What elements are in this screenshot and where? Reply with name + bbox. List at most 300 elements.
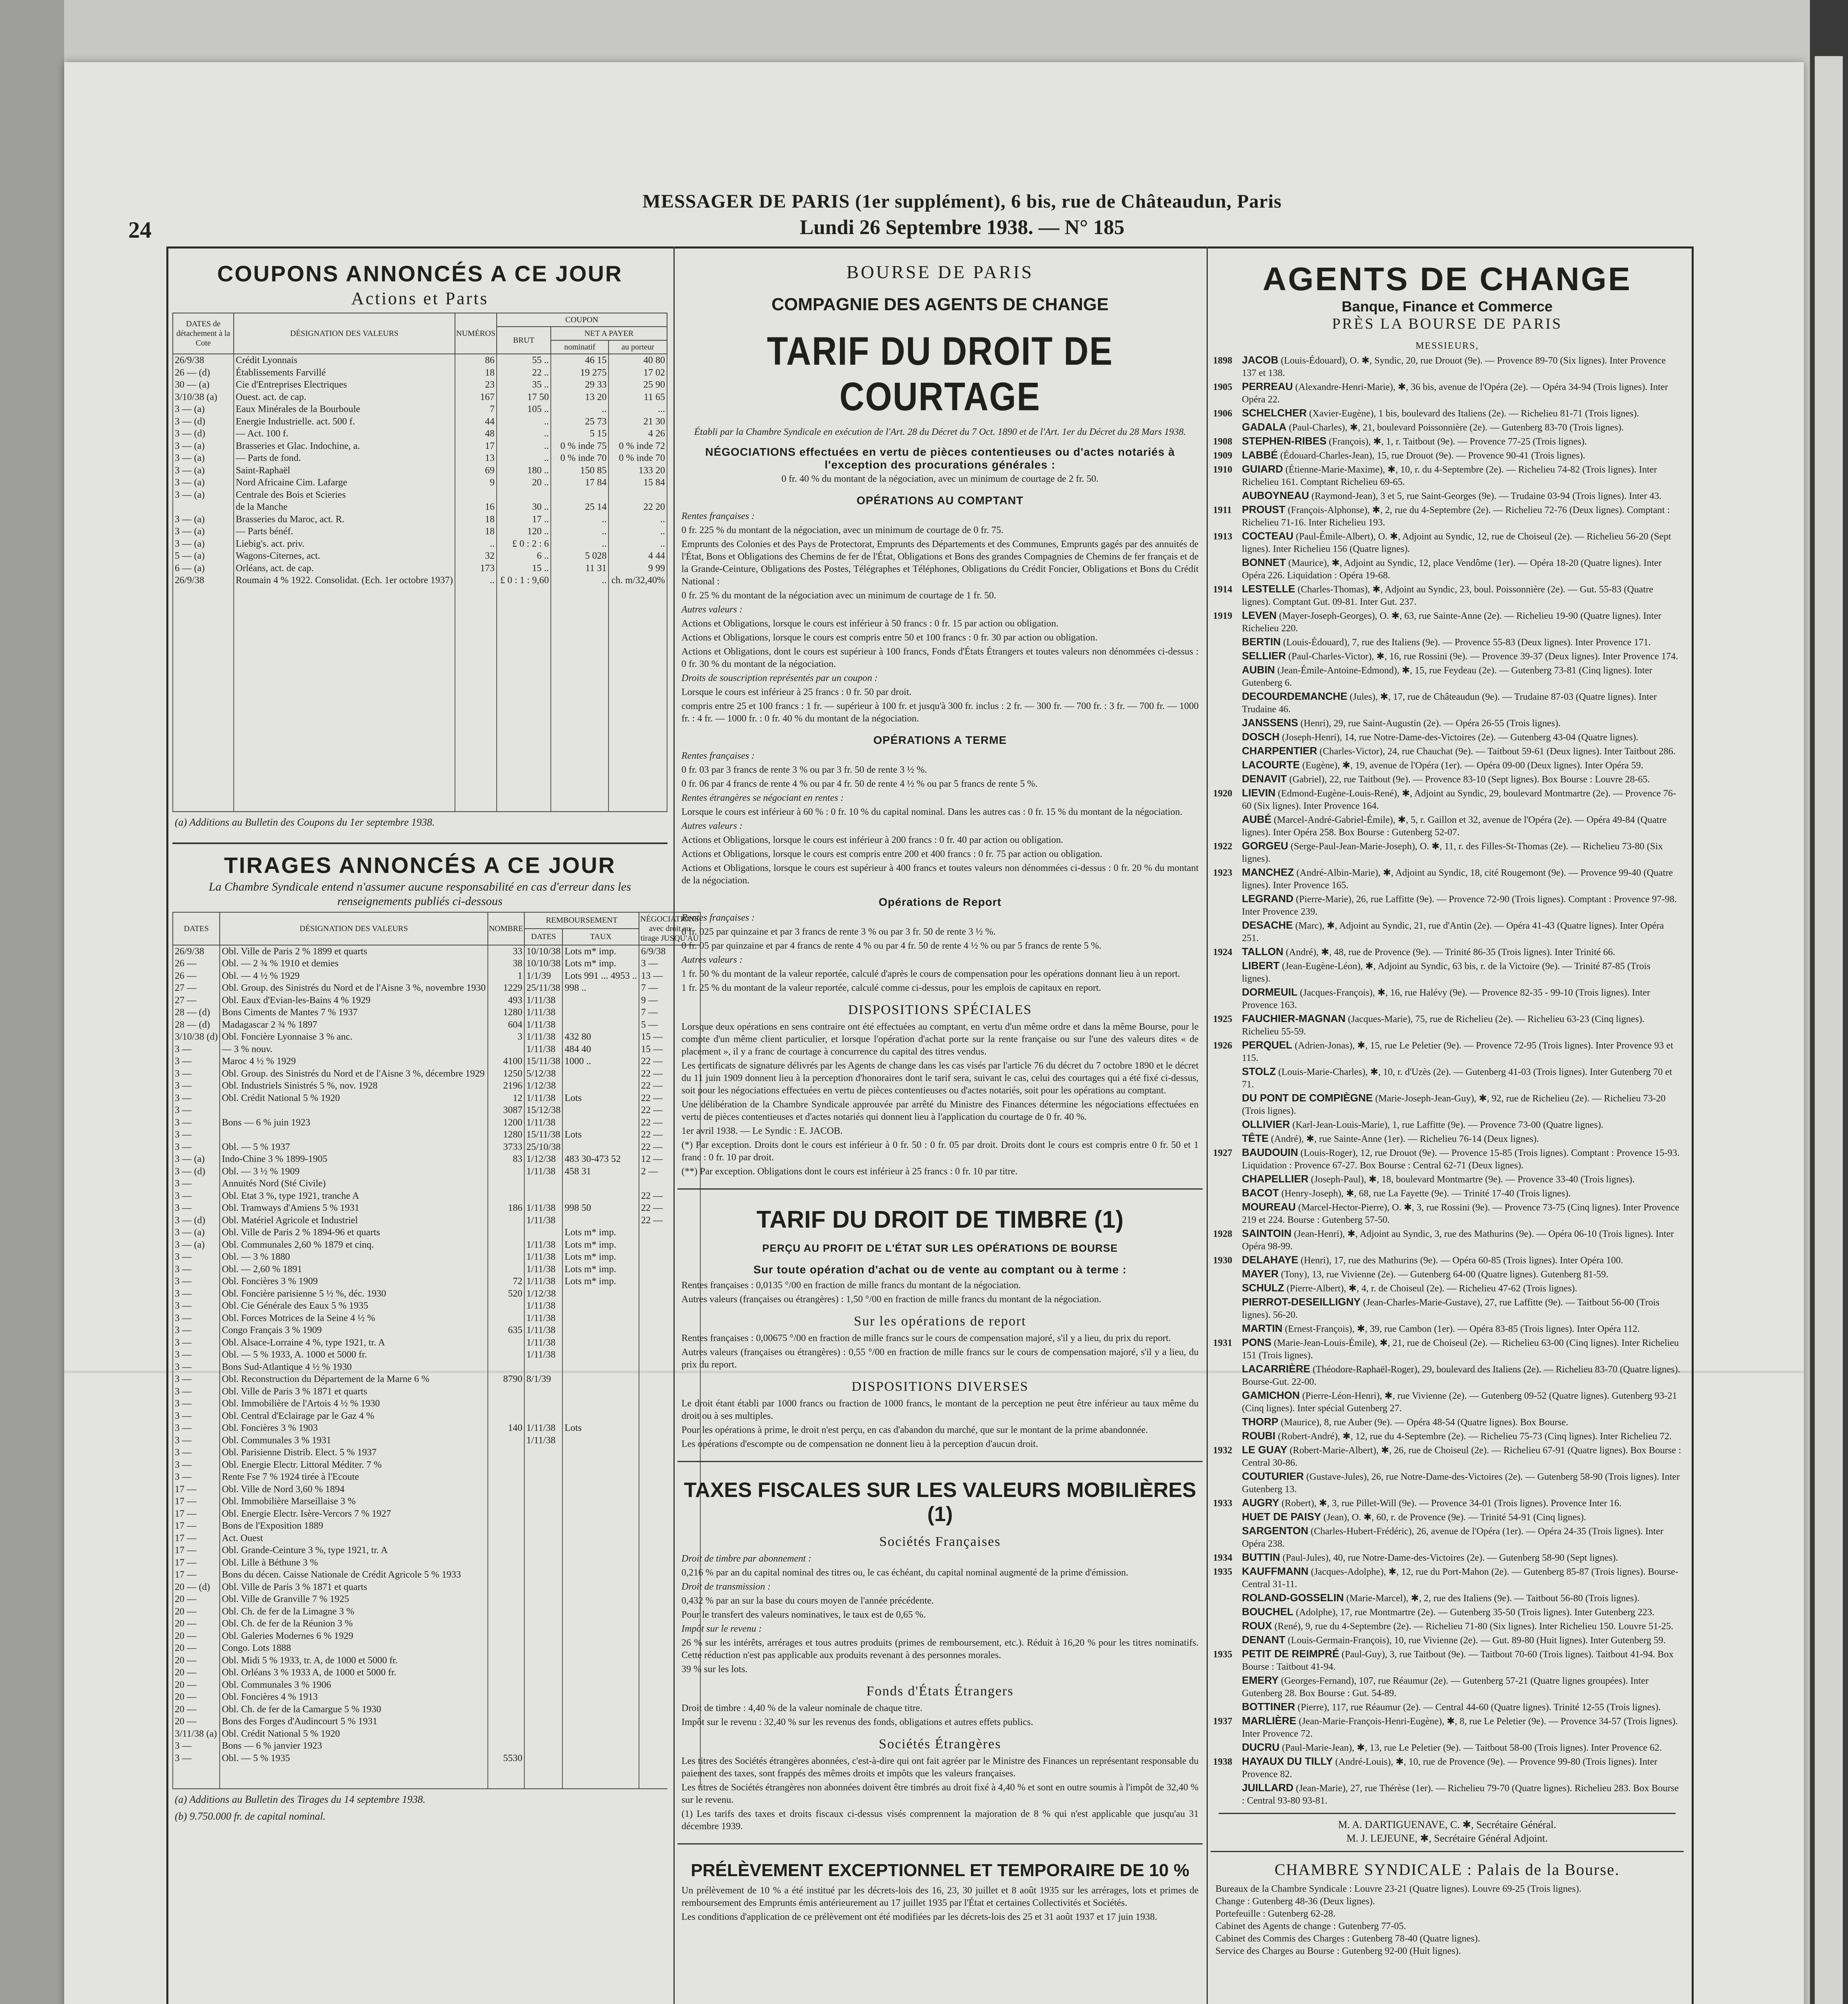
taxes-sec1: Sociétés Françaises: [879, 1534, 1001, 1549]
list-item: [1213, 1715, 1681, 1740]
tirage-cell-rdate: [524, 1715, 562, 1728]
agent-name: CHARPENTIER: [1242, 745, 1317, 757]
coupon-cell-brut: £ 0 : 1 : 9,60: [497, 574, 551, 587]
tirage-cell-taux: [562, 1214, 639, 1227]
tirage-cell-name: Obl. Ville de Granville 7 % 1925: [220, 1593, 487, 1606]
tirages-footnote-b: (b) 9.750.000 fr. de capital nominal.: [175, 1810, 326, 1822]
negociations-title: NÉGOCIATIONS effectuées en vertu de pièces contentieuses ou d'actes notariés à l'exception des procurations générales :: [705, 446, 1175, 471]
list-item: [1213, 1092, 1681, 1117]
tirage-cell-nombre: [488, 1715, 525, 1728]
report-text: [677, 912, 1203, 994]
agent-details: (Pierre-Albert), ✱, 4, r. de Choiseul (2e). — Richelieu 47-62 (Trois lignes).: [1286, 1283, 1577, 1294]
agent-name: SELLIER: [1242, 650, 1286, 662]
section-separator: [1219, 1813, 1676, 1814]
agent-details: (Jacques-Adolphe), ✱, 12, rue du Port-Mahon (2e). — Gutenberg 85-87 (Trois lignes). Bourse-Central 31-11.: [1242, 1567, 1678, 1590]
agent-details: (Jean), O. ✱, 60, r. de Provence (9e). — Trinité 54-91 (Cinq lignes).: [1323, 1512, 1586, 1523]
tirage-cell-rdate: [524, 1508, 562, 1520]
tirage-cell-name: Obl. Foncière parisienne 5 ½ %, déc. 1930: [220, 1288, 487, 1300]
agent-details: (Louis-Édouard), O. ✱, Syndic, 20, rue Drouot (9e). — Provence 89-70 (Six lignes). Inter Provence 137 et 138.: [1242, 356, 1666, 378]
agent-details: (Paul-Charles-Victor), ✱, 16, rue Rossini (9e). — Provence 39-37 (Deux lignes). Inter Provence 174.: [1288, 651, 1678, 662]
coupon-cell-date: 26 — (d): [173, 367, 234, 379]
coupon-cell-nom: 11 31: [551, 562, 609, 575]
agent-details: (René), 9, rue du 4-Septembre (2e). — Richelieu 71-80 (Six lignes). Inter Richelieu 150. Louvre 51-25.: [1274, 1621, 1674, 1632]
tirage-cell-taux: [562, 1312, 639, 1325]
tirage-cell-rdate: 1/11/38: [524, 1324, 562, 1337]
tirage-cell-date: 3 —: [173, 1434, 220, 1447]
agent-details: (Jean-Marie), 27, rue Thérèse (1er). — Richelieu 79-70 (Quatre lignes). Richelieu 283. Box Bourse : Central 93-80 93-81.: [1242, 1783, 1679, 1806]
tirage-cell-rdate: 1/11/38: [524, 1117, 562, 1129]
tirage-cell-taux: [562, 1520, 639, 1532]
text-line: 39 % sur les lots.: [681, 1664, 748, 1675]
coupon-cell-nom: ..: [551, 525, 609, 538]
tirage-cell-rdate: [524, 1642, 562, 1655]
agent-details: (Louis-Édouard), 7, rue des Italiens (9e). — Provence 55-83 (Deux lignes). Inter Provence 171.: [1283, 637, 1651, 648]
tirage-cell-date: 3 —: [173, 1251, 220, 1263]
agent-name: DU PONT DE COMPIÈGNE: [1242, 1092, 1373, 1104]
coupon-cell-port: 9 99: [609, 562, 667, 575]
tirage-cell-taux: [562, 1398, 639, 1410]
coupon-cell-num: 17: [455, 440, 497, 453]
tirage-cell-nombre: [488, 1190, 525, 1202]
tirage-cell-taux: [562, 1361, 639, 1374]
tirage-cell-name: Obl. Ch. de fer de la Camargue 5 % 1930: [220, 1703, 487, 1716]
coupons-header-numeros: NUMÉROS: [455, 313, 497, 354]
tirage-cell-name: Congo. Lots 1888: [220, 1642, 487, 1655]
tirage-cell-rdate: 10/10/38: [524, 958, 562, 970]
tarif-courtage-title: TARIF DU DROIT DE COURTAGE: [767, 329, 1113, 419]
tirage-cell-date: 17 —: [173, 1495, 220, 1508]
list-item: [1213, 650, 1681, 663]
tirage-cell-date: 3 — (d): [173, 1166, 220, 1178]
timbre-subtitle: PERÇU AU PROFIT DE L'ÉTAT SUR LES OPÉRATIONS DE BOURSE: [762, 1242, 1118, 1254]
tirage-cell-rdate: [524, 1679, 562, 1691]
tirage-cell-name: Obl. Foncières 4 % 1913: [220, 1691, 487, 1703]
agent-details: (Jean-Charles-Marie-Gustave), 27, rue Laffitte (9e). — Taitbout 56-00 (Trois lignes). 56-20.: [1242, 1297, 1660, 1320]
tirage-cell-taux: [562, 1459, 639, 1471]
list-item: [1213, 664, 1681, 689]
tirage-cell-taux: [562, 1606, 639, 1618]
list-item: [1213, 1039, 1681, 1065]
tirage-cell-name: Obl. Immobilière de l'Artois 4 ½ % 1930: [220, 1398, 487, 1410]
column-bourse-tarifs: [677, 253, 1203, 2004]
tirage-cell-date: 3 —: [173, 1055, 220, 1068]
agent-details: (Louis-Roger), 12, rue Drouot (9e). — Provence 15-85 (Trois lignes). Comptant : Provence 15-93. Liquidation : Provence 67-27. Box Bourse : Central 62-71 (Deux lignes).: [1242, 1148, 1680, 1171]
agent-name: AUBÉ: [1242, 813, 1272, 825]
agent-name: SARGENTON: [1242, 1525, 1308, 1537]
coupons-header-coupon: COUPON: [497, 313, 667, 327]
agent-details: (Marie-Marcel), ✱, 2, rue des Italiens (9e). — Taitbout 56-80 (Trois lignes).: [1346, 1593, 1640, 1604]
table-row: [173, 1679, 700, 1691]
coupon-cell-date: 3 — (a): [173, 440, 234, 453]
table-row: [173, 1691, 700, 1703]
agent-name: STOLZ: [1242, 1065, 1276, 1077]
tirage-cell-name: Obl. Energie Electr. Littoral Méditer. 7 %: [220, 1459, 487, 1471]
tirage-cell-date: 3 —: [173, 1288, 220, 1300]
coupon-cell-brut: 6 ..: [497, 550, 551, 562]
list-item: Bureaux de la Chambre Syndicale : Louvre 23-21 (Quatre lignes). Louvre 69-25 (Trois lignes).: [1215, 1884, 1581, 1894]
agent-details: (André-Louis), ✱, 10, rue de Provence (9e). — Provence 99-80 (Trois lignes). Inter Provence 82.: [1242, 1757, 1658, 1780]
coupon-cell-brut: 15 ..: [497, 562, 551, 575]
tirage-cell-rdate: [524, 1459, 562, 1471]
compagnie-header: COMPAGNIE DES AGENTS DE CHANGE: [771, 295, 1109, 314]
tirage-cell-neg: 7 —: [639, 1006, 700, 1019]
tirage-cell-nombre: [488, 1520, 525, 1532]
negociations-text: 0 fr. 40 % du montant de la négociation, avec un minimum de courtage de 2 fr. 50.: [781, 474, 1099, 484]
list-item: [1213, 556, 1681, 582]
agent-year: 1922: [1213, 841, 1232, 852]
tirage-cell-nombre: 635: [488, 1324, 525, 1337]
tirage-cell-date: 20 —: [173, 1642, 220, 1655]
table-row: [173, 1190, 700, 1202]
text-line: Les titres de Sociétés étrangères non abonnées doivent être timbrés au droit fixé à 4,40 % et sont en outre soumis à l'impôt de 32,40 % sur le revenu.: [681, 1782, 1199, 1805]
coupon-cell-num: 18: [455, 513, 497, 526]
agent-year: 1905: [1213, 382, 1232, 392]
agent-name: HUET DE PAISY: [1242, 1511, 1321, 1523]
tirage-cell-neg: 2 —: [639, 1166, 700, 1178]
table-row: [173, 1141, 700, 1154]
coupon-cell-brut: 17 50: [497, 391, 551, 404]
tirage-cell-name: Obl. — 4 ½ % 1929: [220, 970, 487, 982]
coupon-cell-port: 0 % inde 70: [609, 452, 667, 465]
tirage-cell-date: 3 —: [173, 1752, 220, 1765]
tirage-cell-taux: Lots: [562, 1092, 639, 1105]
coupons-subtitle: Actions et Parts: [351, 289, 489, 308]
agent-name: BONNET: [1242, 556, 1286, 568]
tirage-cell-name: Obl. Energie Electr. Isère-Vercors 7 % 1927: [220, 1508, 487, 1520]
agent-year: 1933: [1213, 1498, 1232, 1509]
agent-name: GUIARD: [1242, 463, 1283, 475]
agent-name: COCTEAU: [1242, 530, 1294, 542]
table-row: [173, 550, 667, 562]
table-row: [173, 1288, 700, 1300]
tirage-cell-nombre: [488, 1569, 525, 1581]
text-line: Actions et Obligations, lorsque le cours est supérieur à 400 francs et toutes valeurs non dénommées ci-dessus : 0 fr. 20 % du montant de la négociation.: [681, 863, 1199, 886]
tirage-cell-rdate: [524, 1190, 562, 1202]
text-line: Rentes françaises :: [681, 511, 755, 521]
tirage-cell-neg: 22 —: [639, 1092, 700, 1105]
coupon-cell-name: Crédit Lyonnais: [234, 354, 455, 367]
text-line: 1er avril 1938. — Le Syndic : E. JACOB.: [681, 1126, 843, 1136]
taxes3-text: [677, 1755, 1203, 1833]
coupon-cell-num: 173: [455, 562, 497, 575]
agent-details: (Henri), 29, rue Saint-Augustin (2e). — Opéra 26-55 (Trois lignes).: [1300, 718, 1561, 729]
agents-subtitle-2: PRÈS LA BOURSE DE PARIS: [1332, 315, 1563, 332]
tirage-cell-nombre: 5530: [488, 1752, 525, 1765]
tirage-cell-date: 3 — (a): [173, 1153, 220, 1166]
table-row: [173, 1275, 700, 1288]
tirage-cell-date: 3 —: [173, 1373, 220, 1386]
tirage-cell-rdate: 10/10/38: [524, 945, 562, 958]
tirage-cell-rdate: 5/12/38: [524, 1068, 562, 1080]
coupon-cell-brut: 180 ..: [497, 465, 551, 477]
tirage-cell-name: Obl. Group. des Sinistrés du Nord et de l'Aisne 3 %, décembre 1929: [220, 1068, 487, 1080]
tirage-cell-nombre: [488, 1214, 525, 1227]
coupon-cell-nom: 13 20: [551, 391, 609, 404]
tirage-cell-taux: [562, 1141, 639, 1154]
coupon-cell-nom: 46 15: [551, 354, 609, 367]
tirage-cell-rdate: [524, 1361, 562, 1374]
tirage-cell-rdate: [524, 1618, 562, 1630]
table-filler: [173, 587, 667, 811]
tirage-cell-name: Bons des Forges d'Audincourt 5 % 1931: [220, 1715, 487, 1728]
tirage-cell-date: 3 —: [173, 1349, 220, 1361]
list-item: [1213, 1146, 1681, 1172]
list-item: [1213, 489, 1681, 503]
list-item: [1213, 636, 1681, 649]
tirage-cell-taux: [562, 1630, 639, 1642]
tirage-cell-date: 3 —: [173, 1117, 220, 1129]
coupon-cell-date: 3 — (a): [173, 489, 234, 501]
text-line: 0 fr. 25 % du montant de la négociation avec un minimum de courtage de 1 fr. 50.: [681, 590, 997, 601]
coupons-header-date: DATES de détachement à la Cote: [173, 313, 234, 354]
tirage-cell-name: [220, 1104, 487, 1117]
tirage-cell-neg: 5 —: [639, 1019, 700, 1031]
agent-name: ROLAND-GOSSELIN: [1242, 1592, 1344, 1604]
text-line: Lorsque deux opérations en sens contraire ont été effectuées au comptant, en vertu d'un même ordre et dans la même Bourse, pour le compte d'un même client particulier, et lorsque l'opération d'achat porte sur la rente française ou sur l'une des valeurs dites « de placement », il y a franc de courtage à concurrence du capital des titres vendus.: [681, 1022, 1199, 1057]
agent-details: (André), ✱, rue Sainte-Anne (1er). — Richelieu 76-14 (Deux lignes).: [1271, 1134, 1539, 1144]
tirage-cell-name: Obl. Ville de Paris 2 % 1899 et quarts: [220, 945, 487, 958]
tirage-cell-name: Obl. Tramways d'Amiens 5 % 1931: [220, 1202, 487, 1214]
agent-details: (Jean-Henri), ✱, Adjoint au Syndic, 3, rue des Mathurins (9e). — Opéra 06-10 (Trois lignes). Inter Opéra 98-99.: [1242, 1229, 1674, 1252]
tirage-cell-name: Obl. Forces Motrices de la Seine 4 ½ %: [220, 1312, 487, 1325]
list-item: [1213, 960, 1681, 985]
tirage-cell-neg: 15 —: [639, 1043, 700, 1056]
tirage-cell-name: Obl. Ville de Paris 3 % 1871 et quarts: [220, 1386, 487, 1398]
timbre-title: TARIF DU DROIT DE TIMBRE (1): [756, 1206, 1124, 1233]
agent-name: BOUCHEL: [1242, 1606, 1294, 1618]
agent-name: LABBÉ: [1242, 449, 1278, 461]
section-separator: [172, 842, 667, 844]
text-line: Pour les opérations à prime, le droit n'est perçu, en cas d'abandon du marché, que sur le montant de la prime abandonnée.: [681, 1425, 1148, 1435]
tirage-cell-taux: [562, 1080, 639, 1092]
agent-name: SCHULZ: [1242, 1282, 1284, 1294]
coupon-cell-name: Wagons-Citernes, act.: [234, 550, 455, 562]
tirage-cell-rdate: 1/12/38: [524, 1080, 562, 1092]
agent-details: (Marcel-Hector-Pierre), O. ✱, 3, rue Rossini (9e). — Provence 73-75 (Cinq lignes). Inter Provence 219 et 224. Bourse : Gutenberg 57-50.: [1242, 1202, 1680, 1225]
tirage-cell-rdate: [524, 1410, 562, 1422]
tirage-cell-nombre: 33: [488, 945, 525, 958]
agent-details: (Edmond-Eugène-Louis-René), ✱, Adjoint au Syndic, 29, boulevard Montmartre (2e). — Provence 76-60 (Six lignes). Inter Provence 164.: [1242, 788, 1676, 811]
agent-name: SCHELCHER: [1242, 407, 1307, 419]
tirage-cell-taux: 998 50: [562, 1202, 639, 1214]
text-line: (*) Par exception. Droits dont le cours est inférieur à 0 fr. 50 : 0 fr. 05 par droit. Droits dont le cours est compris entre 0 fr. 50 et 1 franc : 0 fr. 10 par droit.: [681, 1140, 1199, 1163]
list-item: [1213, 609, 1681, 635]
tirage-cell-name: Obl. Ville de Nord 3,60 % 1894: [220, 1483, 487, 1496]
agent-name: DUCRU: [1242, 1741, 1280, 1753]
coupon-cell-num: 48: [455, 428, 497, 440]
tirage-cell-date: 3 —: [173, 1361, 220, 1374]
agent-details: (Karl-Jean-Louis-Marie), 1, rue Laffitte (9e). — Provence 73-00 (Quatre lignes).: [1292, 1120, 1603, 1130]
section-separator: [1211, 1851, 1684, 1852]
agent-name: OLLIVIER: [1242, 1118, 1290, 1130]
coupons-rows: [173, 354, 667, 811]
table-row: [173, 1593, 700, 1606]
agent-name: LE GUAY: [1242, 1444, 1288, 1456]
agent-name: SAINTOIN: [1242, 1227, 1292, 1239]
table-row: [173, 1508, 700, 1520]
agent-name: PETIT DE REIMPRÉ: [1242, 1648, 1339, 1660]
table-row: [173, 1434, 700, 1447]
agent-name: PERREAU: [1242, 380, 1293, 392]
tirage-cell-name: Obl. Galeries Modernes 6 % 1929: [220, 1630, 487, 1642]
chambre-syndicale-list: [1211, 1883, 1684, 1958]
coupon-cell-brut: ..: [497, 440, 551, 453]
agent-name: MOUREAU: [1242, 1201, 1296, 1213]
text-line: Rentes françaises :: [681, 913, 755, 923]
coupons-header-nominatif: nominatif: [551, 340, 609, 354]
tirage-cell-taux: [562, 1178, 639, 1190]
text-line: Les titres des Sociétés étrangères abonnées, c'est-à-dire qui ont fait agréer par le Ministre des Finances un représentant responsable du paiement des taxes, sont frappés des mêmes droits et impôts que les valeurs françaises.: [681, 1756, 1199, 1779]
list-item: [1213, 1497, 1681, 1510]
column-coupons-tirages: [172, 253, 699, 2004]
agent-year: 1924: [1213, 947, 1232, 958]
coupons-table: [172, 313, 667, 811]
tirage-cell-date: 3 —: [173, 1740, 220, 1752]
coupon-cell-date: 6 — (a): [173, 562, 234, 575]
list-item: [1213, 421, 1681, 434]
tirage-cell-name: Obl. — 3 % 1880: [220, 1251, 487, 1263]
tirage-cell-nombre: 2196: [488, 1080, 525, 1092]
coupons-header-designation: DÉSIGNATION DES VALEURS: [234, 313, 455, 354]
tirage-cell-nombre: 1280: [488, 1129, 525, 1141]
agent-name: AUBIN: [1242, 664, 1275, 676]
tirage-cell-date: 27 —: [173, 982, 220, 994]
text-line: Rentes françaises : 0,00675 °/00 en fraction de mille francs sur le cours de compensation majoré, s'il y a lieu, du prix du report.: [681, 1333, 1171, 1343]
list-item: Portefeuille : Gutenberg 62-28.: [1215, 1909, 1336, 1919]
text-line: Une délibération de la Chambre Syndicale approuvée par arrêté du Ministre des Finances détermine les négociations effectuées en vertu de pièces contentieuses et d'actes notariés qui donnent lieu à l'application du courtage de 0 fr. 40 %.: [681, 1099, 1199, 1122]
agent-year: 1932: [1213, 1445, 1232, 1456]
tirage-cell-name: Obl. Immobilière Marseillaise 3 %: [220, 1495, 487, 1508]
agent-name: PERQUEL: [1242, 1039, 1292, 1051]
list-item: [1213, 893, 1681, 918]
tirage-cell-name: Obl. Ville de Paris 3 % 1871 et quarts: [220, 1581, 487, 1594]
agent-details: (Marcel-André-Gabriel-Émile), ✱, 5, r. Gaillon et 32, avenue de l'Opéra (2e). — Opéra 49-84 (Quatre lignes). Inter Opéra 258. Box Bourse : Gutenberg 52-07.: [1242, 815, 1667, 838]
tirage-cell-taux: 483 30-473 52: [562, 1153, 639, 1166]
agent-details: (Paul-Jules), 40, rue Notre-Dame-des-Victoires (2e). — Gutenberg 58-90 (Sept lignes).: [1282, 1553, 1618, 1563]
tirage-cell-nombre: 604: [488, 1019, 525, 1031]
tirage-cell-taux: [562, 1728, 639, 1740]
tirage-cell-neg: 22 —: [639, 1214, 700, 1227]
tirage-cell-date: 26 —: [173, 958, 220, 970]
coupon-cell-brut: 30 ..: [497, 501, 551, 513]
tirage-cell-rdate: [524, 1703, 562, 1716]
tirage-cell-nombre: 8790: [488, 1373, 525, 1386]
tirage-cell-nombre: 3087: [488, 1104, 525, 1117]
list-item: [1213, 354, 1681, 380]
timbre3-text: [677, 1398, 1203, 1450]
agent-details: (Raymond-Jean), 3 et 5, rue Saint-Georges (9e). — Trudaine 03-94 (Trois lignes). Inter 43.: [1311, 491, 1662, 501]
tirage-cell-rdate: [524, 1752, 562, 1765]
tirage-cell-rdate: 1/11/38: [524, 1166, 562, 1178]
coupon-cell-name: Roumain 4 % 1922. Consolidat. (Ech. 1er octobre 1937): [234, 574, 455, 587]
agent-year: 1935: [1213, 1649, 1232, 1660]
table-row: [173, 440, 667, 453]
list-item: [1213, 1430, 1681, 1443]
tirage-cell-date: 3/11/38 (a): [173, 1728, 220, 1740]
coupon-cell-brut: 35 ..: [497, 379, 551, 391]
agent-details: (Charles-Victor), 24, rue Chauchat (9e). — Taitbout 59-61 (Deux lignes). Inter Taitbout 286.: [1319, 746, 1676, 757]
tirage-cell-nombre: 1280: [488, 1006, 525, 1019]
tirage-cell-name: Bons Ciments de Mantes 7 % 1937: [220, 1006, 487, 1019]
column-rule-2: [1207, 246, 1208, 2004]
coupon-cell-name: Brasseries et Glac. Indochine, a.: [234, 440, 455, 453]
coupon-cell-name: Energie Industrielle. act. 500 f.: [234, 416, 455, 428]
tirage-cell-nombre: [488, 1593, 525, 1606]
text-line: 1 fr. 25 % du montant de la valeur reportée, calculé comme ci-dessus, pour les emplois de capitaux en report.: [681, 983, 1101, 993]
agent-details: (Jacques-Marie), 75, rue de Richelieu (2e). — Richelieu 63-23 (Cinq lignes). Richelieu 55-59.: [1242, 1014, 1645, 1037]
list-item: [1213, 530, 1681, 556]
tirage-cell-nombre: [488, 1300, 525, 1312]
list-item: [1213, 583, 1681, 608]
prelevement-title: PRÉLÈVEMENT EXCEPTIONNEL ET TEMPORAIRE DE 10 %: [691, 1861, 1189, 1880]
section-separator: [677, 1843, 1203, 1844]
coupon-cell-brut: 22 ..: [497, 367, 551, 379]
tirage-cell-rdate: [524, 1630, 562, 1642]
table-row: [173, 1373, 700, 1386]
tirage-cell-nombre: [488, 1655, 525, 1667]
agents-list: [1211, 354, 1684, 1807]
list-item: [1213, 1620, 1681, 1633]
table-row: [173, 513, 667, 526]
tirage-cell-date: 20 —: [173, 1593, 220, 1606]
tirage-cell-nombre: [488, 1679, 525, 1691]
tirages-header-designation: DÉSIGNATION DES VALEURS: [220, 912, 487, 945]
coupon-cell-num: 23: [455, 379, 497, 391]
tirage-cell-taux: [562, 1337, 639, 1349]
coupon-cell-port: 40 80: [609, 354, 667, 367]
table-row: [173, 379, 667, 391]
text-line: 0,432 % par an sur la base du cours moyen de l'année précédente.: [681, 1596, 934, 1606]
tirage-cell-rdate: 15/11/38: [524, 1129, 562, 1141]
list-item: [1213, 1296, 1681, 1321]
tirage-cell-rdate: [524, 1178, 562, 1190]
list-item: [1213, 435, 1681, 448]
tirages-header-dates: DATES: [173, 912, 220, 945]
agent-name: MAYER: [1242, 1268, 1279, 1280]
tirage-cell-taux: [562, 1667, 639, 1679]
coupons-header-brut: BRUT: [497, 327, 551, 354]
tirage-cell-rdate: 1/11/38: [524, 1043, 562, 1056]
tirage-cell-rdate: [524, 1483, 562, 1496]
list-item: [1213, 731, 1681, 744]
agent-details: (Jean-Émile-Antoine-Edmond), ✱, 15, rue Feydeau (2e). — Gutenberg 73-81 (Cinq lignes). Inter Gutenberg 6.: [1242, 665, 1652, 688]
table-row: [173, 1520, 700, 1532]
tirage-cell-date: 3 — (d): [173, 1214, 220, 1227]
tirage-cell-date: 20 —: [173, 1691, 220, 1703]
coupon-cell-brut: ..: [497, 416, 551, 428]
list-item: [1213, 407, 1681, 420]
agent-year: 1914: [1213, 584, 1232, 595]
tirage-cell-name: Obl. Reconstruction du Département de la Marne 6 %: [220, 1373, 487, 1386]
coupon-cell-nom: ..: [551, 403, 609, 416]
tirage-cell-nombre: 1: [488, 970, 525, 982]
tirage-cell-name: Obl. — 5 % 1933, A. 1000 et 5000 fr.: [220, 1349, 487, 1361]
tirage-cell-nombre: [488, 1642, 525, 1655]
text-line: 1 fr. 50 % du montant de la valeur reportée, calculé d'après le cours de compensation pour les opérations donnant lieu à un report.: [681, 969, 1180, 979]
coupon-cell-num: 69: [455, 465, 497, 477]
tirage-cell-taux: [562, 1117, 639, 1129]
agent-name: GAMICHON: [1242, 1389, 1300, 1401]
tirage-cell-rdate: 25/11/38: [524, 982, 562, 994]
table-row: [173, 1104, 700, 1117]
table-row: [173, 1483, 700, 1496]
tirage-cell-nombre: [488, 1581, 525, 1594]
list-item: [1213, 1118, 1681, 1131]
empty-cell: [609, 587, 667, 811]
tirage-cell-taux: Lots m* imp.: [562, 958, 639, 970]
tirage-cell-rdate: 1/11/38: [524, 1239, 562, 1251]
list-item: [1213, 1782, 1681, 1807]
